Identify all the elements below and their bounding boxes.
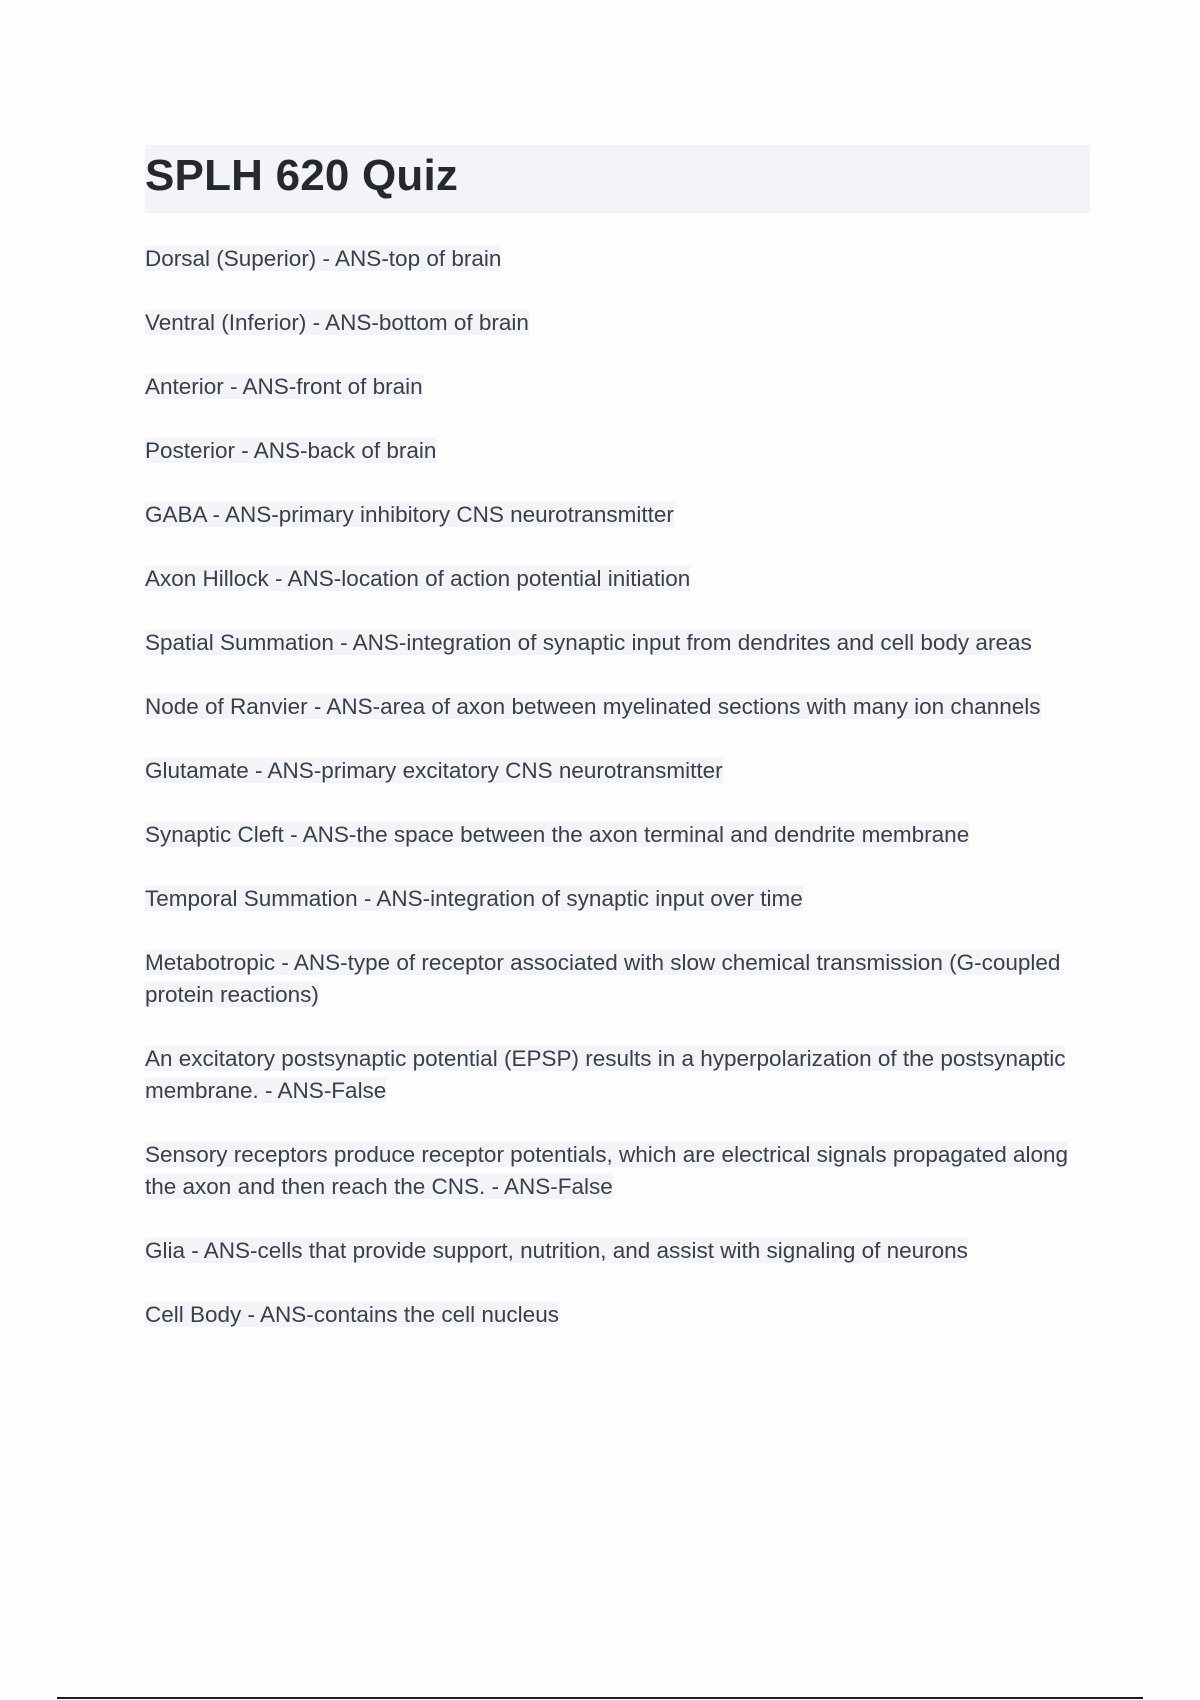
qa-item — [145, 243, 1090, 275]
page-title: SPLH 620 Quiz — [145, 151, 459, 200]
qa-item — [145, 947, 1090, 1011]
qa-item — [145, 435, 1090, 467]
qa-item — [145, 755, 1090, 787]
qa-list — [145, 243, 1090, 1363]
qa-text: Ventral (Inferior) - ANS-bottom of brain — [145, 310, 529, 335]
qa-item — [145, 1139, 1090, 1203]
qa-text: Glia - ANS-cells that provide support, nutrition, and assist with signaling of neurons — [145, 1238, 968, 1263]
footer-divider — [57, 1697, 1143, 1699]
qa-text: Sensory receptors produce receptor potentials, which are electrical signals propagated along the axon and then reach the CNS. - ANS-False — [145, 1142, 1069, 1199]
qa-text: Posterior - ANS-back of brain — [145, 438, 437, 463]
qa-item — [145, 691, 1090, 723]
qa-text: Temporal Summation - ANS-integration of synaptic input over time — [145, 886, 803, 911]
qa-item — [145, 883, 1090, 915]
qa-item — [145, 627, 1090, 659]
qa-text: Anterior - ANS-front of brain — [145, 374, 423, 399]
qa-item — [145, 1299, 1090, 1331]
qa-item — [145, 563, 1090, 595]
qa-item — [145, 1235, 1090, 1267]
qa-item — [145, 1043, 1090, 1107]
qa-text: Spatial Summation - ANS-integration of synaptic input from dendrites and cell body areas — [145, 630, 1032, 655]
qa-text: Synaptic Cleft - ANS-the space between the axon terminal and dendrite membrane — [145, 822, 970, 847]
qa-item — [145, 371, 1090, 403]
qa-text: Metabotropic - ANS-type of receptor associated with slow chemical transmission (G-coupled protein reactions) — [145, 950, 1061, 1007]
qa-text: Cell Body - ANS-contains the cell nucleus — [145, 1302, 559, 1327]
qa-text: Node of Ranvier - ANS-area of axon between myelinated sections with many ion channels — [145, 694, 1041, 719]
qa-item — [145, 819, 1090, 851]
qa-text: Axon Hillock - ANS-location of action potential initiation — [145, 566, 691, 591]
qa-text: An excitatory postsynaptic potential (EPSP) results in a hyperpolarization of the postsynaptic membrane. - ANS-False — [145, 1046, 1066, 1103]
qa-text: Dorsal (Superior) - ANS-top of brain — [145, 246, 502, 271]
qa-item — [145, 307, 1090, 339]
qa-item — [145, 499, 1090, 531]
qa-text: GABA - ANS-primary inhibitory CNS neurotransmitter — [145, 502, 674, 527]
qa-text: Glutamate - ANS-primary excitatory CNS neurotransmitter — [145, 758, 723, 783]
